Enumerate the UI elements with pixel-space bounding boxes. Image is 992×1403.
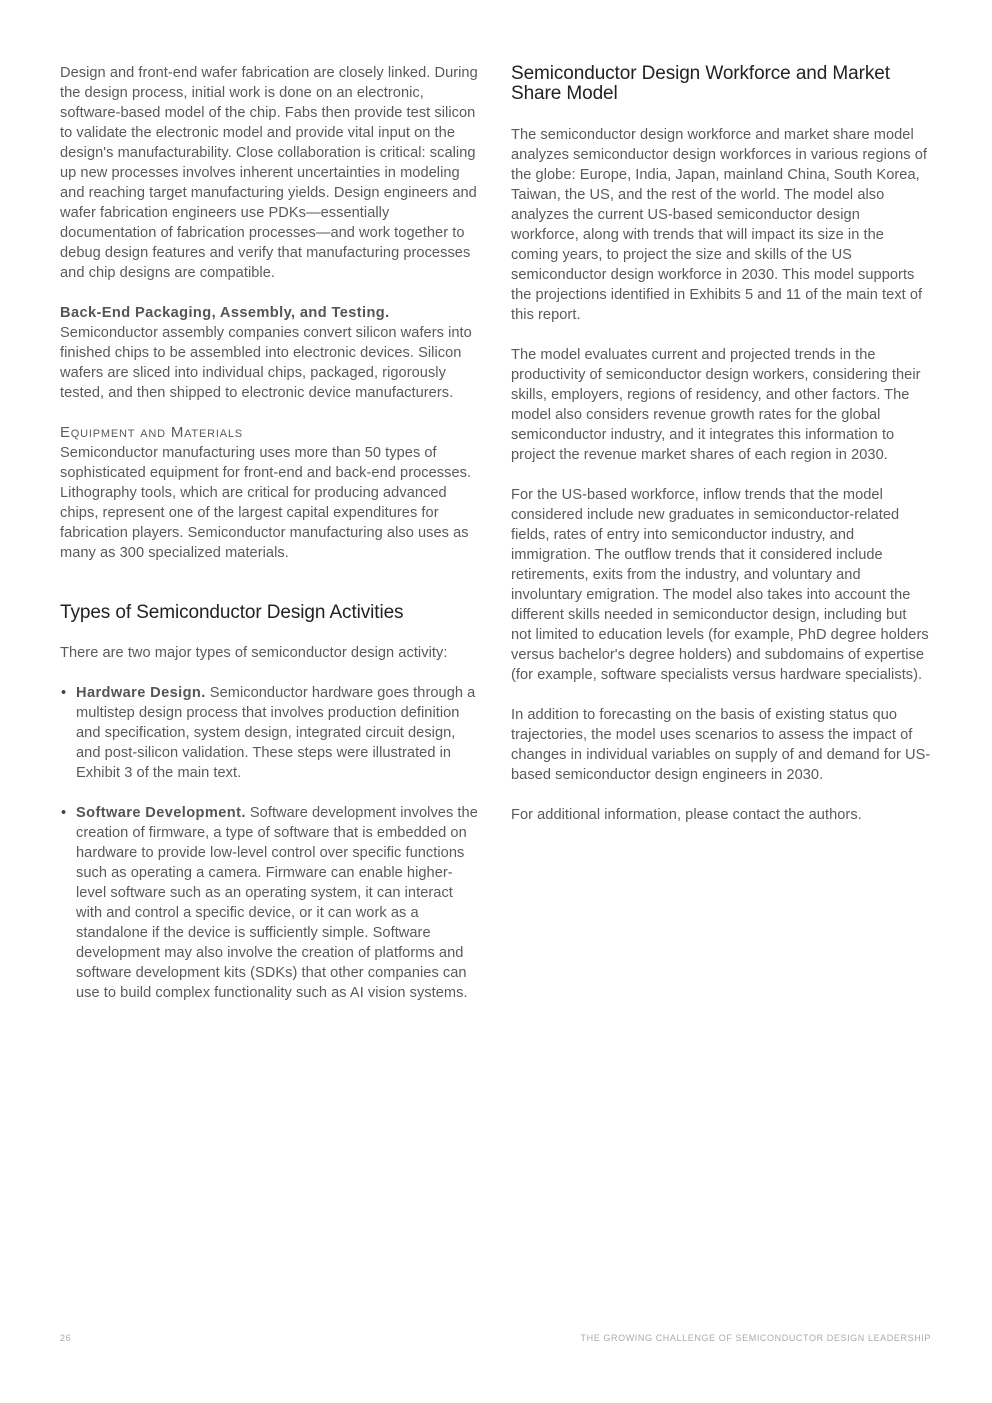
model-heading: Semiconductor Design Workforce and Market Share Model bbox=[511, 63, 890, 104]
hardware-design-text: Semiconductor hardware goes through a multistep design process that involves production definition and specification, system design, integrated circuit design, and post-silicon validation. These steps were illustrated in Exhibit 3 of the main text. bbox=[76, 685, 476, 781]
equipment-heading: Equipment and Materials bbox=[60, 424, 243, 441]
bullet-icon: • bbox=[61, 685, 67, 701]
bullet-icon: • bbox=[61, 805, 67, 821]
left-column bbox=[60, 63, 482, 1023]
back-end-text: Semiconductor assembly companies convert silicon wafers into finished chips to be assembled into electronic devices. Silicon wafers are sliced into individual chips, packaged, rigorously tested, and then shipped to electronic device manufacturers. bbox=[60, 325, 472, 401]
right-column bbox=[511, 63, 931, 845]
hardware-design-lead: Hardware Design. bbox=[76, 685, 206, 701]
model-paragraph-2: The model evaluates current and projected trends in the productivity of semiconductor design workers, considering their skills, employers, regions of residency, and other factors. The model also considers revenue growth rates for the global semiconductor industry, and it integrates this information to project the revenue market shares of each region in 2030. bbox=[511, 347, 921, 463]
list-item-software-development bbox=[60, 803, 482, 1003]
software-development-lead: Software Development. bbox=[76, 805, 246, 821]
equipment-text: Semiconductor manufacturing uses more than 50 types of sophisticated equipment for front-end and back-end processes. Lithography tools, which are critical for producing advanced chips, represent one of the largest capital expenditures for fabrication players. Semiconductor manufacturing also uses as many as 300 specialized materials. bbox=[60, 445, 472, 561]
intro-paragraph: Design and front-end wafer fabrication are closely linked. During the design process, initial work is done on an electronic, software-based model of the chip. Fabs then provide test silicon to validate the electronic model and provide vital input on the design's manufacturability. Close collaboration is critical: scaling up new processes involves inherent uncertainties in modeling and reaching target manufacturing yields. Design engineers and wafer fabrication engineers use PDKs—essentially documentation of fabrication processes—and work together to debug design features and verify that manufacturing processes and chip designs are compatible. bbox=[60, 65, 478, 281]
back-end-lead: Back-End Packaging, Assembly, and Testing. bbox=[60, 305, 390, 321]
model-paragraph-4: In addition to forecasting on the basis of existing status quo trajectories, the model uses scenarios to assess the impact of changes in individual variables on supply of and demand for US-based semiconductor design engineers in 2030. bbox=[511, 707, 931, 783]
software-development-text: Software development involves the creation of firmware, a type of software that is embedded on hardware to provide low-level control over specific functions such as operating a camera. Firmware can enable higher-level software such as an operating system, it can interact with and control a specific device, or it can work as a standalone if the device is sufficiently simple. Software development may also involve the creation of platforms and software development kits (SDKs) that other companies can use to build complex functionality such as AI vision systems. bbox=[76, 805, 478, 1001]
types-heading: Types of Semiconductor Design Activities bbox=[60, 602, 404, 623]
design-activity-list bbox=[60, 683, 482, 1003]
equipment-section bbox=[60, 423, 482, 563]
model-paragraph-3: For the US-based workforce, inflow trends that the model considered include new graduates in semiconductor-related fields, rates of entry into semiconductor industry, and immigration. The outflow trends that it considered include retirements, exits from the industry, and voluntary and involuntary emigration. The model also takes into account the different skills needed in semiconductor design, including but not limited to education levels (for example, PhD degree holders versus bachelor's degree holders) and subdomains of expertise (for example, software specialists versus hardware specialists). bbox=[511, 487, 929, 683]
model-paragraph-5: For additional information, please contact the authors. bbox=[511, 807, 862, 823]
back-end-paragraph bbox=[60, 303, 482, 403]
types-intro: There are two major types of semiconductor design activity: bbox=[60, 645, 448, 661]
model-paragraph-1: The semiconductor design workforce and market share model analyzes semiconductor design workforces in various regions of the globe: Europe, India, Japan, mainland China, South Korea, Taiwan, the US, and the rest of the world. The model also analyzes the current US-based semiconductor design workforce, along with trends that will impact its size in the coming years, to project the size and skills of the US semiconductor design workforce in 2030. This model supports the projections identified in Exhibits 5 and 11 of the main text of this report. bbox=[511, 127, 927, 323]
running-title: THE GROWING CHALLENGE OF SEMICONDUCTOR DESIGN LEADERSHIP bbox=[580, 1333, 931, 1343]
page-number: 26 bbox=[60, 1333, 72, 1343]
list-item-hardware-design bbox=[60, 683, 482, 783]
